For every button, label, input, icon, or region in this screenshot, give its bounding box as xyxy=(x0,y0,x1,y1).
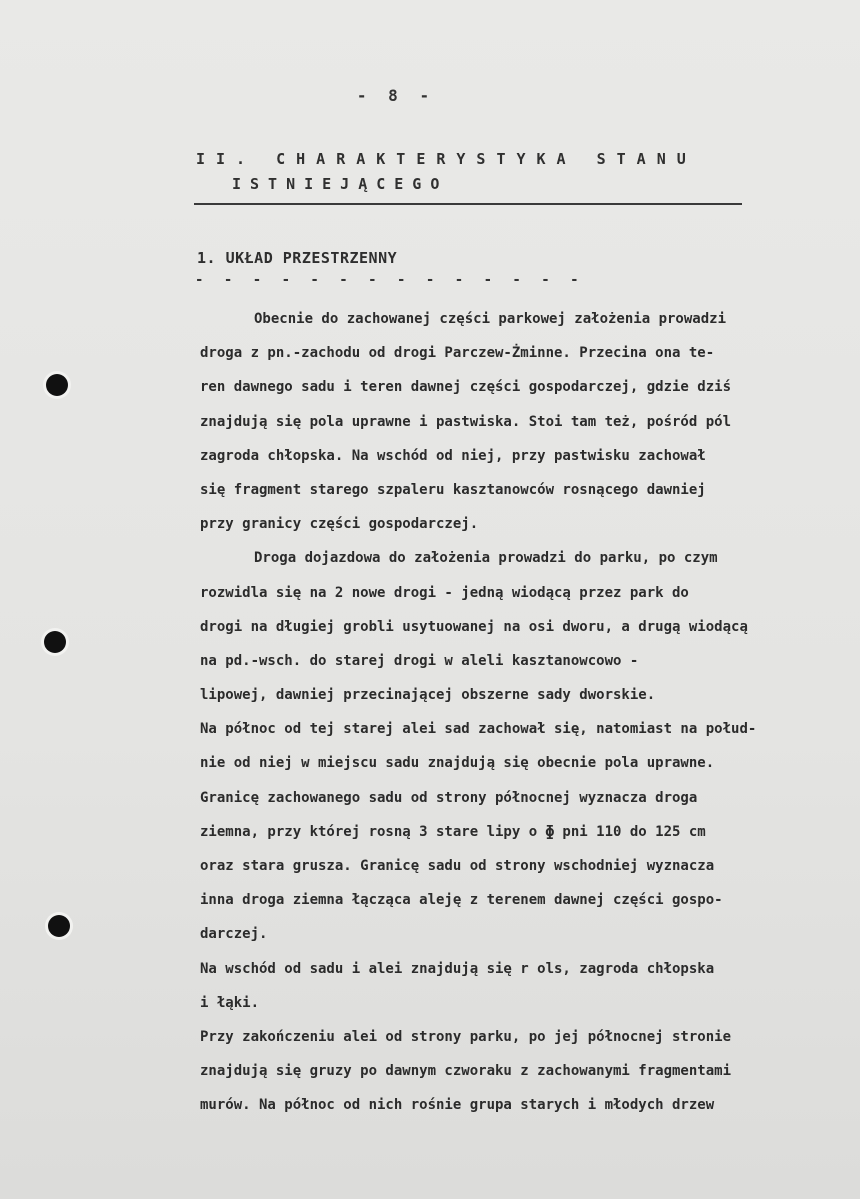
text-line: na pd.-wsch. do starej drogi w aleli kasztanowcowo - xyxy=(200,652,639,669)
chapter-heading-line-1: II. CHARAKTERYSTYKA STANU xyxy=(196,150,697,168)
text-line: ziemna, przy której rosną 3 stare lipy o ɸ pni 110 do 125 cm xyxy=(200,823,706,840)
text-line: i łąki. xyxy=(200,994,260,1011)
text-line: znajdują się pola uprawne i pastwiska. Stoi tam też, pośród pól xyxy=(200,413,732,430)
text-line: ren dawnego sadu i teren dawnej części gospodarczej, gdzie dziś xyxy=(200,379,732,396)
body-text xyxy=(200,302,850,1123)
text-line: Przy zakończeniu alei od strony parku, po jej północnej stronie xyxy=(200,1028,732,1045)
punch-hole xyxy=(46,374,68,396)
text-line: nie od niej w miejscu sadu znajdują się obecnie pola uprawne. xyxy=(200,755,715,772)
punch-hole xyxy=(48,915,70,937)
text-line: inna droga ziemna łącząca aleję z terenem dawnej części gospo- xyxy=(200,892,723,909)
text-line: rozwidla się na 2 nowe drogi - jedną wiodącą przez park do xyxy=(200,584,689,601)
chapter-heading-line-2: ISTNIEJĄCEGO xyxy=(232,175,449,193)
text-line: zagroda chłopska. Na wschód od niej, przy pastwisku zachował xyxy=(200,447,706,464)
text-line: droga z pn.-zachodu od drogi Parczew-Żminne. Przecina ona te- xyxy=(200,345,715,362)
text-line: Granicę zachowanego sadu od strony północnej wyznacza droga xyxy=(200,789,698,806)
text-line: drogi na długiej grobli usytuowanej na osi dworu, a drugą wiodącą xyxy=(200,618,748,635)
text-line: Droga dojazdowa do założenia prowadzi do parku, po czym xyxy=(254,550,718,567)
text-line: darczej. xyxy=(200,926,268,943)
text-line: przy granicy części gospodarczej. xyxy=(200,516,479,533)
text-line: Na wschód od sadu i alei znajdują się r ols, zagroda chłopska xyxy=(200,960,715,977)
section-heading: 1. UKŁAD PRZESTRZENNY xyxy=(197,249,398,267)
punch-hole xyxy=(44,631,66,653)
text-line: oraz stara grusza. Granicę sadu od strony wschodniej wyznacza xyxy=(200,858,715,874)
chapter-heading xyxy=(196,150,756,193)
text-line: znajdują się gruzy po dawnym czworaku z zachowanymi fragmentami xyxy=(200,1063,732,1080)
text-line: lipowej, dawniej przecinającej obszerne sady dworskie. xyxy=(200,687,656,704)
page-number: - 8 - xyxy=(356,86,436,105)
text-line: murów. Na północ od nich rośnie grupa starych i młodych drzew xyxy=(200,1097,715,1114)
text-line: Obecnie do zachowanej części parkowej założenia prowadzi xyxy=(254,311,727,327)
text-line: Na północ od tej starej alei sad zachował się, natomiast na połud- xyxy=(200,721,757,738)
chapter-underline xyxy=(194,203,742,205)
text-line: się fragment starego szpaleru kasztanowców rosnącego dawniej xyxy=(200,481,706,498)
section-dashed-underline: - - - - - - - - - - - - - - xyxy=(195,272,585,288)
